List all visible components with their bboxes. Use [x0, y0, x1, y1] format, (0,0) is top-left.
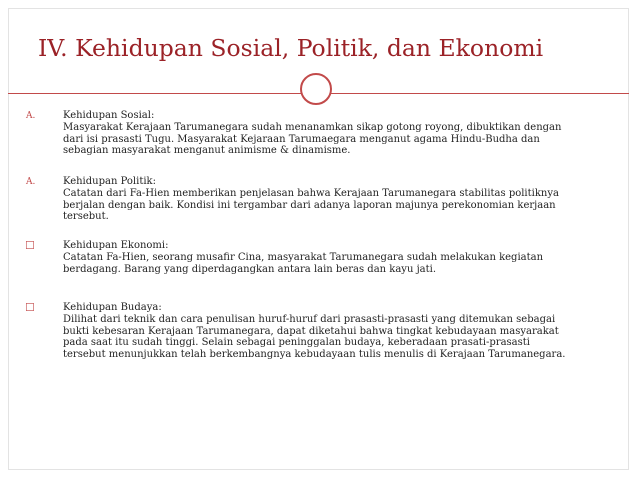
item-heading: Kehidupan Sosial: — [63, 110, 155, 121]
list-marker: A. — [26, 111, 36, 121]
list-item-text — [63, 302, 623, 361]
item-body: Catatan Fa-Hien, seorang musafir Cina, masyarakat Tarumanegara sudah melakukan kegiatan berdagang. Barang yang diperdagangkan antara lain beras dan kayu jati. — [63, 251, 544, 275]
checkbox-bullet-icon: ☐ — [25, 301, 35, 314]
item-heading: Kehidupan Budaya: — [63, 302, 162, 313]
list-item-text — [63, 110, 623, 157]
divider-circle-ornament — [300, 73, 332, 105]
list-marker: A. — [26, 177, 36, 187]
slide-title: IV. Kehidupan Sosial, Politik, dan Ekonomi — [38, 34, 544, 62]
item-body: Masyarakat Kerajaan Tarumanegara sudah menanamkan sikap gotong royong, dibuktikan dengan dari isi prasasti Tugu. Masyarakat Kejaraan Tarumaegara menganut agama Hindu-Budha dan sebagian masyarakat menganut animisme & dinamisme. — [63, 121, 562, 157]
item-heading: Kehidupan Ekonomi: — [63, 240, 169, 251]
checkbox-bullet-icon: ☐ — [25, 239, 35, 252]
item-body: Dilihat dari teknik dan cara penulisan huruf-huruf dari prasasti-prasasti yang ditemukan sebagai bukti kebesaran Kerajaan Tarumanegara, dapat diketahui bahwa tingkat kebudayaan masyarakat pada saat itu sudah tinggi. Selain sebagai peninggalan budaya, keberadaan prasati-prasasti tersebut menunjukkan telah berkembangnya kebudayaan tulis menulis di Kerajaan Tarumanegara. — [63, 313, 566, 361]
item-heading: Kehidupan Politik: — [63, 176, 156, 187]
list-item-text — [63, 176, 623, 223]
item-body: Catatan dari Fa-Hien memberikan penjelasan bahwa Kerajaan Tarumanegara stabilitas politiknya berjalan dengan baik. Kondisi ini tergambar dari adanya laporan majunya perekonomian kerjaan tersebut. — [63, 187, 559, 223]
list-item-text — [63, 240, 623, 275]
